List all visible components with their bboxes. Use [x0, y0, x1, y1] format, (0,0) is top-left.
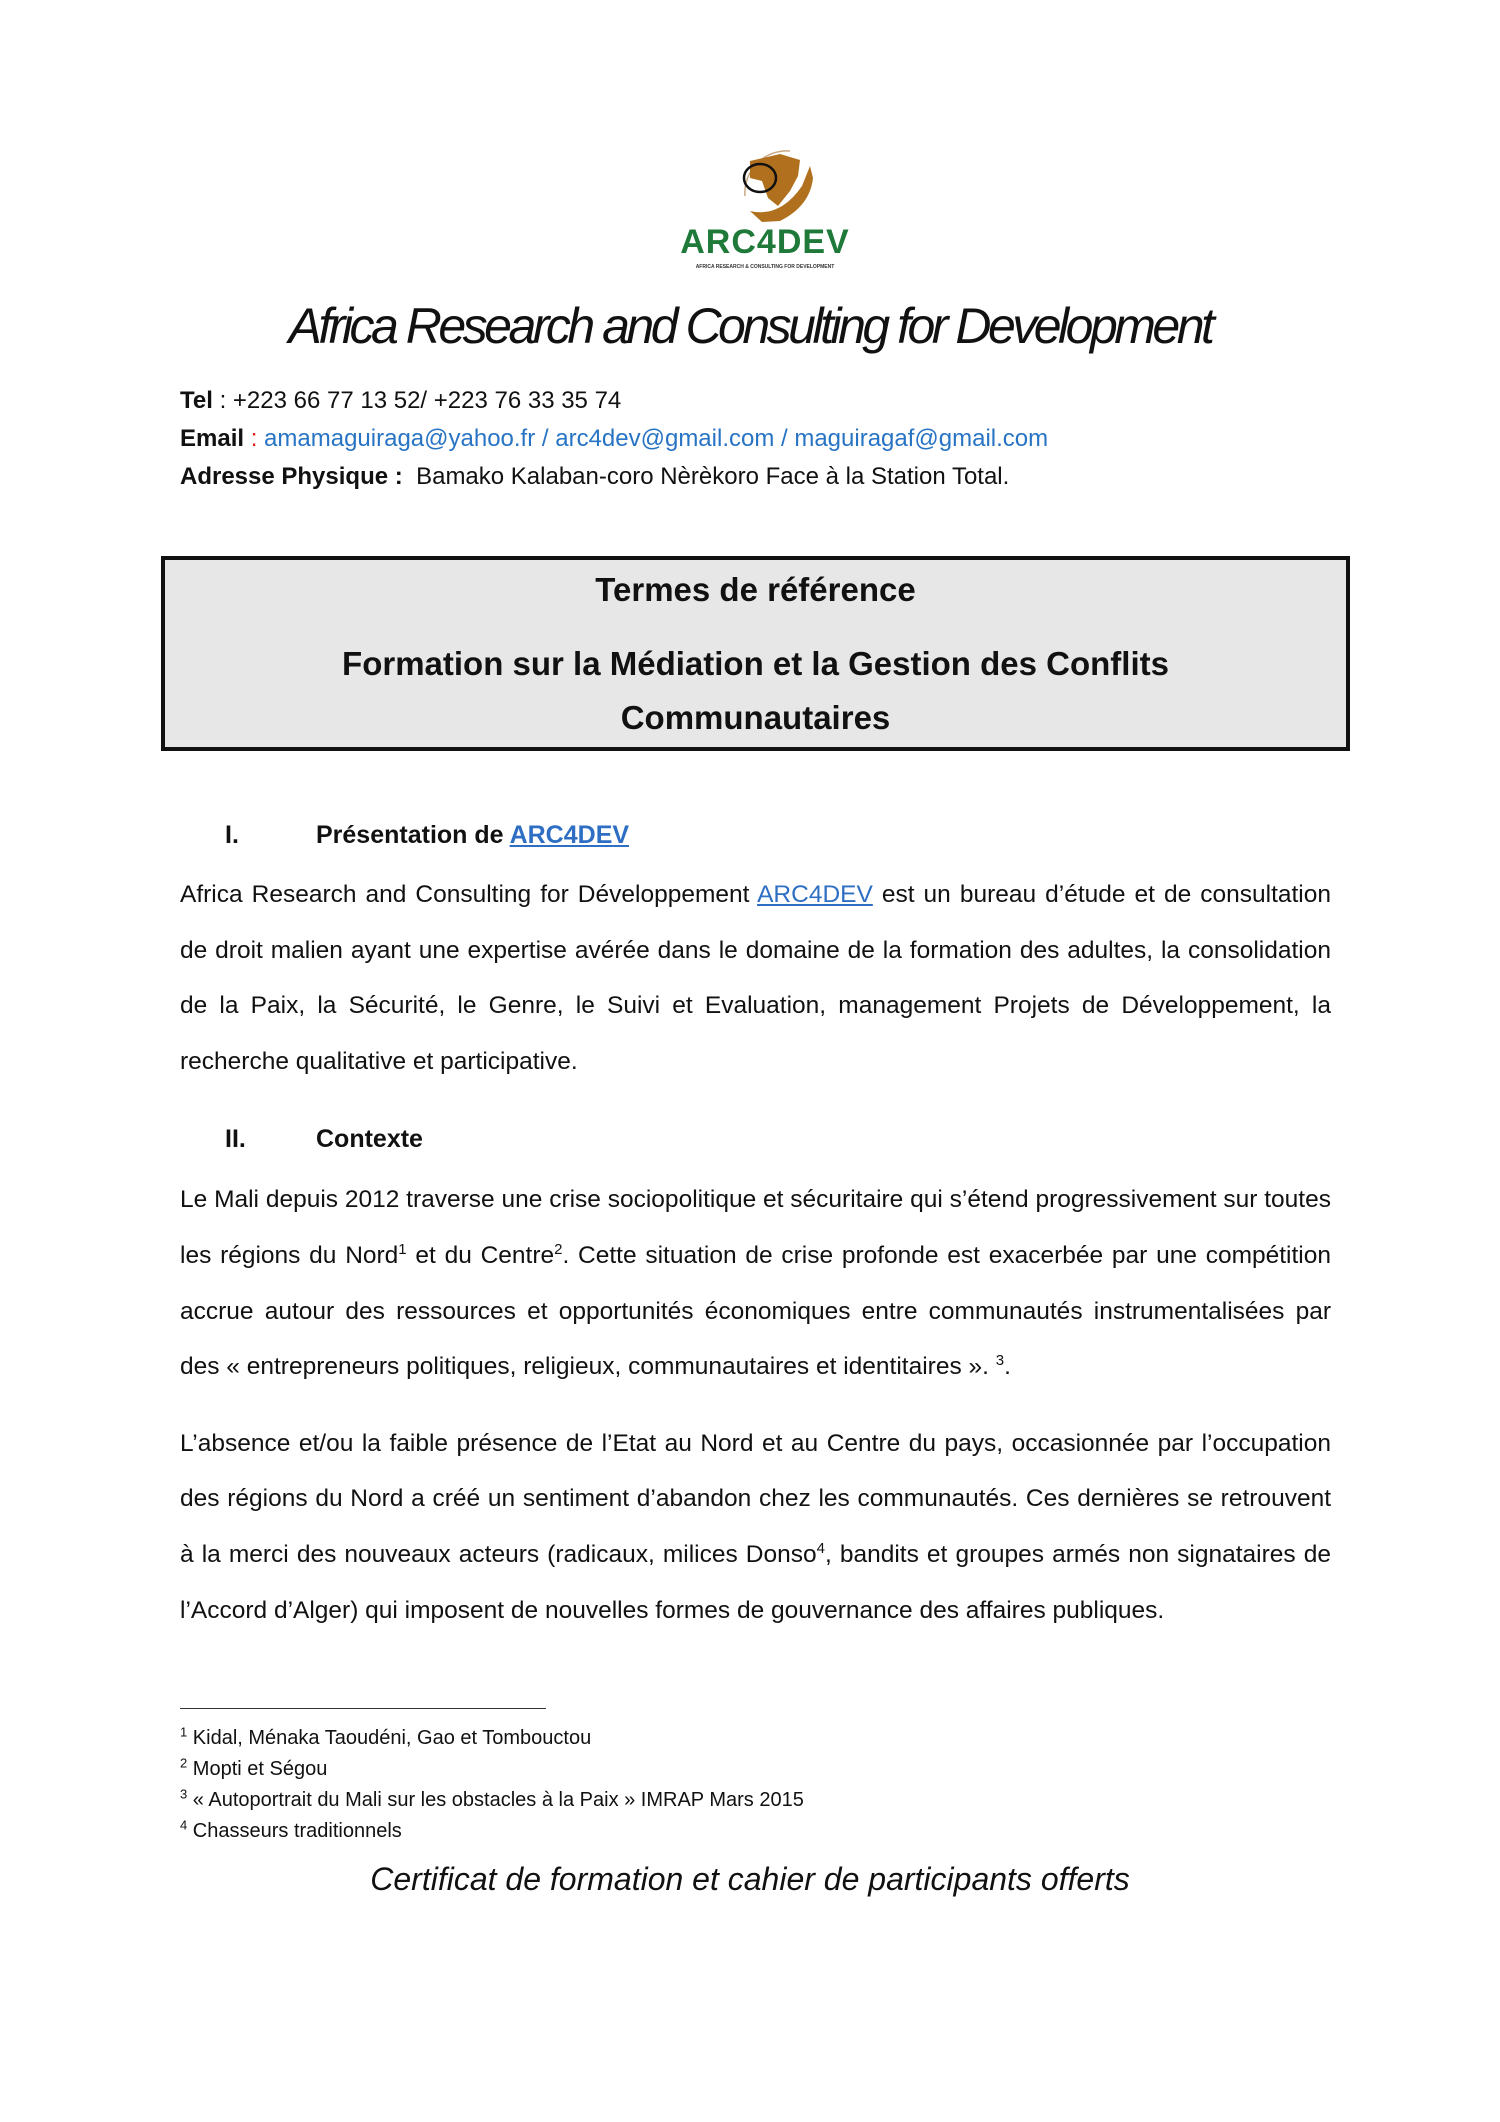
- footnote-text: Chasseurs traditionnels: [187, 1820, 402, 1843]
- document-body: [180, 820, 1331, 1899]
- footnote-number: 2: [180, 1755, 188, 1771]
- footer-note: Certificat de formation et cahier de participants offerts: [370, 1861, 1130, 1898]
- contact-tel: [180, 386, 621, 416]
- logo-tagline: AFRICA RESEARCH & CONSULTING FOR DEVELOPMENT: [695, 264, 835, 270]
- footnote-ref-2[interactable]: 2: [554, 1240, 563, 1258]
- email-separator: :: [244, 425, 265, 452]
- presentation-paragraph: [180, 867, 1331, 1089]
- para2-text: et du Centre: [406, 1241, 555, 1269]
- tor-subtitle-line1: Formation sur la Médiation et la Gestion des Conflits: [342, 645, 1169, 682]
- section-2-number: II.: [225, 1125, 246, 1154]
- para1-text-rest: est un bureau d’étude et de consultation de droit malien ayant une expertise avérée dans le domaine de la formation des adultes, la consolidation de la Paix, la Sécurité, le Genre, le Suivi et Evaluation, management Projets de Développement, la recherche qualitative et participative.: [180, 881, 1332, 1075]
- contact-address: [180, 462, 1009, 492]
- tor-title: Termes de référence: [595, 571, 916, 608]
- email-value[interactable]: amamaguiraga@yahoo.fr / arc4dev@gmail.com / maguiragaf@gmail.com: [264, 425, 1049, 452]
- para1-text: Africa Research and Consulting for Développement: [180, 881, 758, 908]
- footnote-number: 4: [180, 1817, 188, 1833]
- footnote-separator: [180, 1708, 546, 1709]
- footnote-ref-1[interactable]: 1: [398, 1240, 407, 1258]
- para2-text: Le Mali depuis 2012 traverse une crise sociopolitique et sécuritaire qui s’étend progressivement sur toutes les régions du Nord: [180, 1186, 1331, 1269]
- tel-value: : +223 66 77 13 52/ +223 76 33 35 74: [212, 387, 622, 414]
- arc4dev-logo: [650, 136, 880, 272]
- para3-text: , bandits et groupes armés non signataires de l’Accord d’Alger) qui imposent de nouvelles formes de gouvernance des affaires publiques.: [180, 1540, 1331, 1624]
- footnote-3: [180, 1785, 1331, 1816]
- section-1-title: Présentation de: [316, 821, 510, 849]
- section-2-title: Contexte: [316, 1125, 423, 1154]
- africa-hand-icon: [650, 136, 880, 222]
- section-1-number: I.: [225, 821, 239, 849]
- para3-text: L’absence et/ou la faible présence de l’Etat au Nord et au Centre du pays, occasionnée par l’occupation des régions du Nord a créé un sentiment d’abandon chez les communautés. Ces dernières se retrouvent à la merci des nouveaux acteurs (radicaux, milices Donso: [180, 1429, 1331, 1568]
- section-2-heading-row: [180, 1124, 1331, 1154]
- address-value: Bamako Kalaban-coro Nèrèkoro Face à la Station Total.: [402, 463, 1010, 490]
- footnote-text: Mopti et Ségou: [187, 1758, 328, 1781]
- footnote-ref-4[interactable]: 4: [816, 1539, 825, 1557]
- section-1-heading-row: [180, 820, 1331, 850]
- terms-of-reference-box: [161, 556, 1350, 751]
- para2-text: . Cette situation de crise profonde est exacerbée par une compétition accrue autour des ressources et opportunités économiques entre communautés instrumentalisées par des « entrepreneurs politiques, religieux, communautaires et identitaires ».: [180, 1241, 1331, 1381]
- contact-email: [180, 424, 1048, 454]
- tel-label: Tel: [180, 387, 213, 414]
- email-label: Email: [180, 425, 245, 452]
- section-1-heading: [316, 820, 629, 850]
- context-paragraph-2: [180, 1416, 1331, 1638]
- footnote-2: [180, 1754, 1331, 1785]
- footnote-number: 1: [180, 1724, 188, 1740]
- footnote-4: [180, 1816, 1331, 1847]
- footnote-ref-3[interactable]: 3: [995, 1352, 1005, 1369]
- address-label: Adresse Physique :: [180, 463, 403, 490]
- arc4dev-link[interactable]: ARC4DEV: [509, 821, 630, 849]
- logo-wordmark: ARC4DEV: [680, 223, 850, 261]
- context-paragraph-1: [180, 1172, 1331, 1394]
- footnote-text: Kidal, Ménaka Taoudéni, Gao et Tombouctou: [187, 1727, 592, 1750]
- organization-title: Africa Research and Consulting for Development: [288, 298, 1212, 354]
- footnote-number: 3: [180, 1786, 188, 1802]
- arc4dev-inline-link[interactable]: ARC4DEV: [757, 881, 873, 908]
- tor-subtitle-line2: Communautaires: [620, 699, 891, 736]
- para2-text: .: [1004, 1353, 1011, 1381]
- footnote-text: « Autoportrait du Mali sur les obstacles à la Paix » IMRAP Mars 2015: [187, 1789, 804, 1812]
- footnote-1: [180, 1723, 1331, 1754]
